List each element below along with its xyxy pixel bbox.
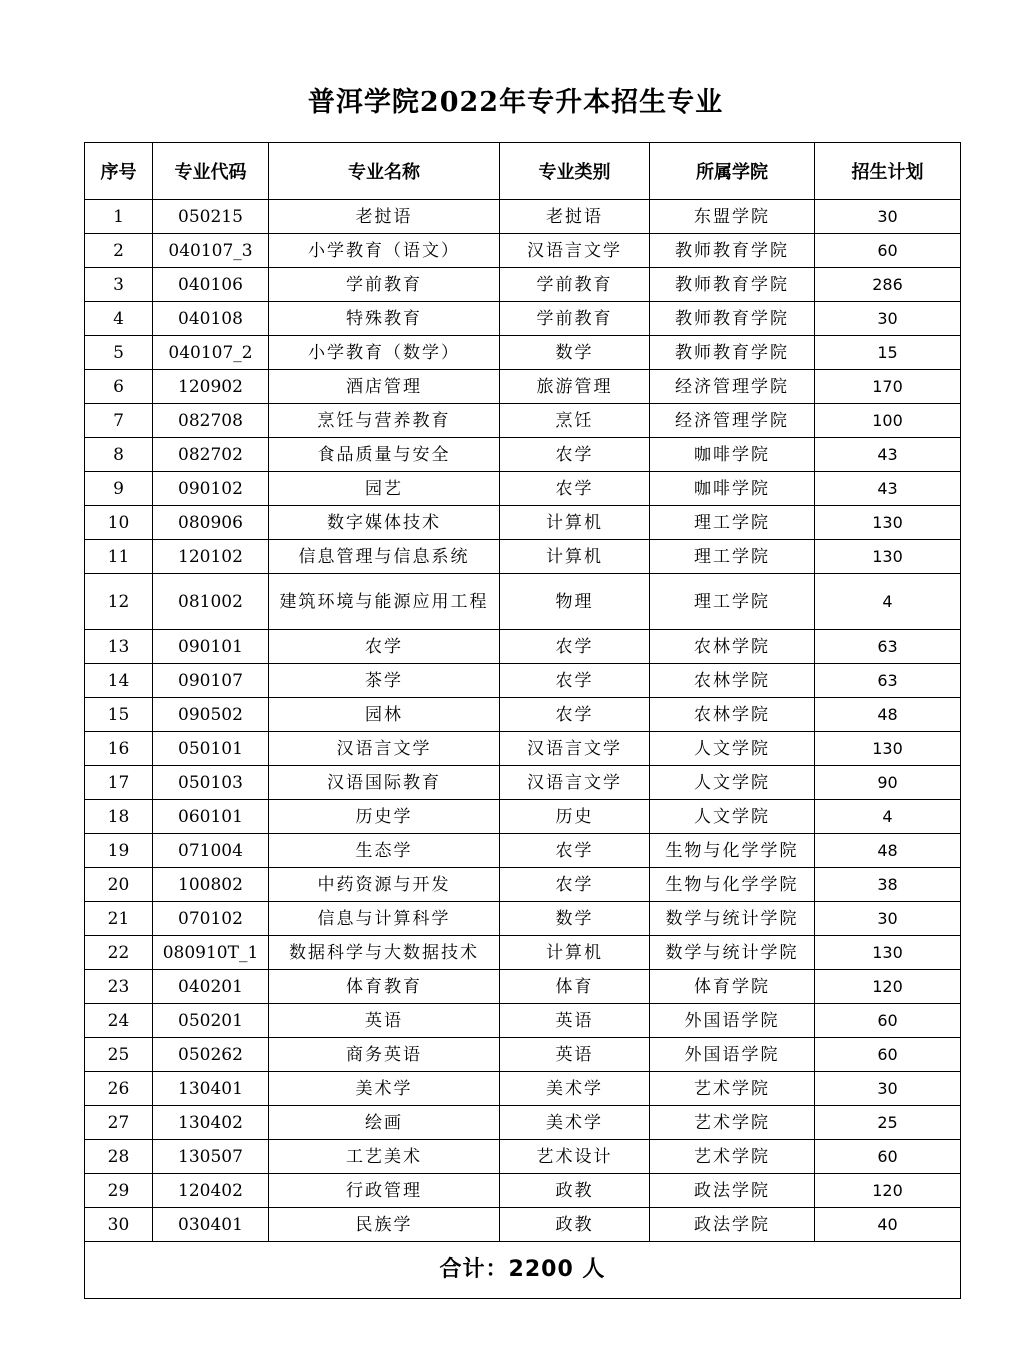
cell-category: 学前教育 xyxy=(500,302,650,336)
cell-code: 080906 xyxy=(153,506,269,540)
cell-code: 090101 xyxy=(153,630,269,664)
cell-plan: 38 xyxy=(815,868,961,902)
table-row xyxy=(85,540,961,574)
cell-category: 体育 xyxy=(500,970,650,1004)
cell-seq: 20 xyxy=(85,868,153,902)
header-category: 专业类别 xyxy=(500,143,650,200)
table-row xyxy=(85,200,961,234)
cell-name: 汉语言文学 xyxy=(269,732,500,766)
cell-plan: 40 xyxy=(815,1208,961,1242)
cell-seq: 23 xyxy=(85,970,153,1004)
cell-seq: 12 xyxy=(85,574,153,630)
table-row xyxy=(85,404,961,438)
cell-plan: 170 xyxy=(815,370,961,404)
table-row xyxy=(85,902,961,936)
table-row xyxy=(85,506,961,540)
cell-name: 行政管理 xyxy=(269,1174,500,1208)
cell-college: 艺术学院 xyxy=(650,1106,815,1140)
table-row xyxy=(85,336,961,370)
cell-category: 美术学 xyxy=(500,1106,650,1140)
cell-plan: 43 xyxy=(815,472,961,506)
cell-seq: 28 xyxy=(85,1140,153,1174)
header-seq: 序号 xyxy=(85,143,153,200)
cell-category: 计算机 xyxy=(500,506,650,540)
cell-plan: 4 xyxy=(815,574,961,630)
cell-name: 数字媒体技术 xyxy=(269,506,500,540)
cell-seq: 25 xyxy=(85,1038,153,1072)
cell-plan: 60 xyxy=(815,234,961,268)
cell-college: 外国语学院 xyxy=(650,1038,815,1072)
cell-name: 美术学 xyxy=(269,1072,500,1106)
cell-seq: 1 xyxy=(85,200,153,234)
cell-college: 人文学院 xyxy=(650,766,815,800)
header-college: 所属学院 xyxy=(650,143,815,200)
table-row xyxy=(85,800,961,834)
cell-seq: 21 xyxy=(85,902,153,936)
cell-plan: 43 xyxy=(815,438,961,472)
table-row xyxy=(85,438,961,472)
cell-college: 理工学院 xyxy=(650,506,815,540)
cell-plan: 4 xyxy=(815,800,961,834)
cell-seq: 10 xyxy=(85,506,153,540)
cell-plan: 48 xyxy=(815,834,961,868)
cell-college: 生物与化学学院 xyxy=(650,868,815,902)
cell-name: 茶学 xyxy=(269,664,500,698)
cell-name: 酒店管理 xyxy=(269,370,500,404)
cell-college: 艺术学院 xyxy=(650,1140,815,1174)
table-body xyxy=(85,200,961,1242)
cell-category: 汉语言文学 xyxy=(500,234,650,268)
table-row xyxy=(85,370,961,404)
cell-college: 东盟学院 xyxy=(650,200,815,234)
cell-seq: 9 xyxy=(85,472,153,506)
cell-seq: 15 xyxy=(85,698,153,732)
table-row xyxy=(85,766,961,800)
cell-seq: 24 xyxy=(85,1004,153,1038)
cell-category: 英语 xyxy=(500,1038,650,1072)
cell-category: 艺术设计 xyxy=(500,1140,650,1174)
cell-college: 农林学院 xyxy=(650,630,815,664)
cell-code: 082702 xyxy=(153,438,269,472)
cell-name: 学前教育 xyxy=(269,268,500,302)
cell-plan: 60 xyxy=(815,1004,961,1038)
cell-category: 政教 xyxy=(500,1208,650,1242)
cell-plan: 30 xyxy=(815,200,961,234)
cell-category: 汉语言文学 xyxy=(500,732,650,766)
cell-category: 学前教育 xyxy=(500,268,650,302)
cell-name: 生态学 xyxy=(269,834,500,868)
header-name: 专业名称 xyxy=(269,143,500,200)
table-row xyxy=(85,574,961,630)
cell-plan: 120 xyxy=(815,1174,961,1208)
cell-code: 081002 xyxy=(153,574,269,630)
cell-code: 060101 xyxy=(153,800,269,834)
cell-category: 农学 xyxy=(500,868,650,902)
enrollment-table xyxy=(84,142,961,1299)
cell-seq: 22 xyxy=(85,936,153,970)
cell-code: 030401 xyxy=(153,1208,269,1242)
cell-category: 物理 xyxy=(500,574,650,630)
cell-category: 农学 xyxy=(500,698,650,732)
table-row xyxy=(85,732,961,766)
table-row xyxy=(85,630,961,664)
cell-name: 中药资源与开发 xyxy=(269,868,500,902)
table-total-row xyxy=(85,1242,961,1299)
cell-code: 090102 xyxy=(153,472,269,506)
cell-seq: 14 xyxy=(85,664,153,698)
table-row xyxy=(85,234,961,268)
cell-college: 政法学院 xyxy=(650,1174,815,1208)
cell-code: 040108 xyxy=(153,302,269,336)
cell-seq: 17 xyxy=(85,766,153,800)
cell-name: 建筑环境与能源应用工程 xyxy=(269,574,500,630)
table-row xyxy=(85,1106,961,1140)
cell-seq: 2 xyxy=(85,234,153,268)
cell-plan: 60 xyxy=(815,1038,961,1072)
cell-seq: 5 xyxy=(85,336,153,370)
cell-code: 040106 xyxy=(153,268,269,302)
page-title: 普洱学院2022年专升本招生专业 xyxy=(307,87,724,118)
cell-plan: 60 xyxy=(815,1140,961,1174)
table-row xyxy=(85,868,961,902)
cell-code: 040107_3 xyxy=(153,234,269,268)
table-row xyxy=(85,1174,961,1208)
cell-name: 老挝语 xyxy=(269,200,500,234)
cell-plan: 30 xyxy=(815,1072,961,1106)
cell-code: 040201 xyxy=(153,970,269,1004)
cell-college: 教师教育学院 xyxy=(650,234,815,268)
cell-name: 数据科学与大数据技术 xyxy=(269,936,500,970)
cell-category: 计算机 xyxy=(500,540,650,574)
cell-college: 人文学院 xyxy=(650,732,815,766)
cell-name: 信息与计算科学 xyxy=(269,902,500,936)
cell-college: 经济管理学院 xyxy=(650,370,815,404)
cell-college: 教师教育学院 xyxy=(650,302,815,336)
cell-code: 120402 xyxy=(153,1174,269,1208)
cell-code: 130507 xyxy=(153,1140,269,1174)
cell-plan: 130 xyxy=(815,506,961,540)
table-row xyxy=(85,1004,961,1038)
cell-code: 080910T_1 xyxy=(153,936,269,970)
cell-college: 咖啡学院 xyxy=(650,438,815,472)
cell-category: 英语 xyxy=(500,1004,650,1038)
cell-category: 农学 xyxy=(500,630,650,664)
cell-category: 政教 xyxy=(500,1174,650,1208)
cell-college: 数学与统计学院 xyxy=(650,902,815,936)
cell-name: 食品质量与安全 xyxy=(269,438,500,472)
cell-plan: 286 xyxy=(815,268,961,302)
cell-plan: 63 xyxy=(815,664,961,698)
cell-college: 人文学院 xyxy=(650,800,815,834)
cell-code: 090502 xyxy=(153,698,269,732)
cell-name: 绘画 xyxy=(269,1106,500,1140)
cell-category: 美术学 xyxy=(500,1072,650,1106)
cell-plan: 120 xyxy=(815,970,961,1004)
cell-seq: 11 xyxy=(85,540,153,574)
cell-name: 小学教育（语文） xyxy=(269,234,500,268)
cell-category: 农学 xyxy=(500,438,650,472)
cell-plan: 130 xyxy=(815,540,961,574)
table-row xyxy=(85,698,961,732)
cell-code: 090107 xyxy=(153,664,269,698)
cell-plan: 25 xyxy=(815,1106,961,1140)
cell-name: 特殊教育 xyxy=(269,302,500,336)
total-cell: 合计：2200 人 xyxy=(85,1242,961,1299)
cell-category: 农学 xyxy=(500,664,650,698)
cell-college: 教师教育学院 xyxy=(650,336,815,370)
cell-name: 信息管理与信息系统 xyxy=(269,540,500,574)
cell-category: 烹饪 xyxy=(500,404,650,438)
cell-code: 050201 xyxy=(153,1004,269,1038)
cell-seq: 26 xyxy=(85,1072,153,1106)
cell-seq: 16 xyxy=(85,732,153,766)
cell-name: 园林 xyxy=(269,698,500,732)
cell-category: 老挝语 xyxy=(500,200,650,234)
table-row xyxy=(85,1038,961,1072)
cell-name: 英语 xyxy=(269,1004,500,1038)
cell-code: 050103 xyxy=(153,766,269,800)
table-row xyxy=(85,472,961,506)
cell-college: 农林学院 xyxy=(650,664,815,698)
cell-seq: 27 xyxy=(85,1106,153,1140)
cell-category: 历史 xyxy=(500,800,650,834)
cell-name: 烹饪与营养教育 xyxy=(269,404,500,438)
cell-code: 040107_2 xyxy=(153,336,269,370)
cell-plan: 90 xyxy=(815,766,961,800)
cell-plan: 15 xyxy=(815,336,961,370)
cell-college: 政法学院 xyxy=(650,1208,815,1242)
cell-name: 体育教育 xyxy=(269,970,500,1004)
cell-plan: 130 xyxy=(815,936,961,970)
cell-college: 经济管理学院 xyxy=(650,404,815,438)
table-header-row xyxy=(85,143,961,200)
cell-college: 理工学院 xyxy=(650,574,815,630)
cell-seq: 19 xyxy=(85,834,153,868)
cell-category: 数学 xyxy=(500,902,650,936)
cell-name: 历史学 xyxy=(269,800,500,834)
cell-plan: 30 xyxy=(815,302,961,336)
cell-college: 体育学院 xyxy=(650,970,815,1004)
cell-name: 民族学 xyxy=(269,1208,500,1242)
header-plan: 招生计划 xyxy=(815,143,961,200)
cell-code: 050262 xyxy=(153,1038,269,1072)
cell-college: 外国语学院 xyxy=(650,1004,815,1038)
cell-code: 050215 xyxy=(153,200,269,234)
cell-seq: 7 xyxy=(85,404,153,438)
cell-name: 汉语国际教育 xyxy=(269,766,500,800)
cell-name: 工艺美术 xyxy=(269,1140,500,1174)
cell-code: 120102 xyxy=(153,540,269,574)
table-row xyxy=(85,1072,961,1106)
cell-college: 农林学院 xyxy=(650,698,815,732)
cell-plan: 63 xyxy=(815,630,961,664)
cell-seq: 18 xyxy=(85,800,153,834)
cell-code: 082708 xyxy=(153,404,269,438)
cell-code: 130402 xyxy=(153,1106,269,1140)
table-row xyxy=(85,302,961,336)
cell-name: 小学教育（数学） xyxy=(269,336,500,370)
cell-code: 071004 xyxy=(153,834,269,868)
table-row xyxy=(85,1140,961,1174)
cell-plan: 130 xyxy=(815,732,961,766)
cell-college: 理工学院 xyxy=(650,540,815,574)
table-row xyxy=(85,936,961,970)
cell-seq: 6 xyxy=(85,370,153,404)
table-row xyxy=(85,664,961,698)
cell-category: 计算机 xyxy=(500,936,650,970)
cell-code: 070102 xyxy=(153,902,269,936)
cell-code: 050101 xyxy=(153,732,269,766)
cell-college: 生物与化学学院 xyxy=(650,834,815,868)
cell-college: 艺术学院 xyxy=(650,1072,815,1106)
cell-college: 咖啡学院 xyxy=(650,472,815,506)
cell-code: 100802 xyxy=(153,868,269,902)
cell-college: 教师教育学院 xyxy=(650,268,815,302)
cell-name: 农学 xyxy=(269,630,500,664)
cell-seq: 29 xyxy=(85,1174,153,1208)
cell-plan: 30 xyxy=(815,902,961,936)
table-row xyxy=(85,834,961,868)
cell-name: 商务英语 xyxy=(269,1038,500,1072)
cell-plan: 48 xyxy=(815,698,961,732)
table-row xyxy=(85,1208,961,1242)
cell-plan: 100 xyxy=(815,404,961,438)
cell-code: 130401 xyxy=(153,1072,269,1106)
cell-category: 数学 xyxy=(500,336,650,370)
cell-category: 农学 xyxy=(500,472,650,506)
table-row xyxy=(85,970,961,1004)
cell-seq: 8 xyxy=(85,438,153,472)
cell-category: 农学 xyxy=(500,834,650,868)
cell-seq: 4 xyxy=(85,302,153,336)
cell-category: 汉语言文学 xyxy=(500,766,650,800)
cell-name: 园艺 xyxy=(269,472,500,506)
header-code: 专业代码 xyxy=(153,143,269,200)
cell-seq: 30 xyxy=(85,1208,153,1242)
cell-college: 数学与统计学院 xyxy=(650,936,815,970)
cell-seq: 13 xyxy=(85,630,153,664)
cell-category: 旅游管理 xyxy=(500,370,650,404)
cell-seq: 3 xyxy=(85,268,153,302)
table-row xyxy=(85,268,961,302)
cell-code: 120902 xyxy=(153,370,269,404)
